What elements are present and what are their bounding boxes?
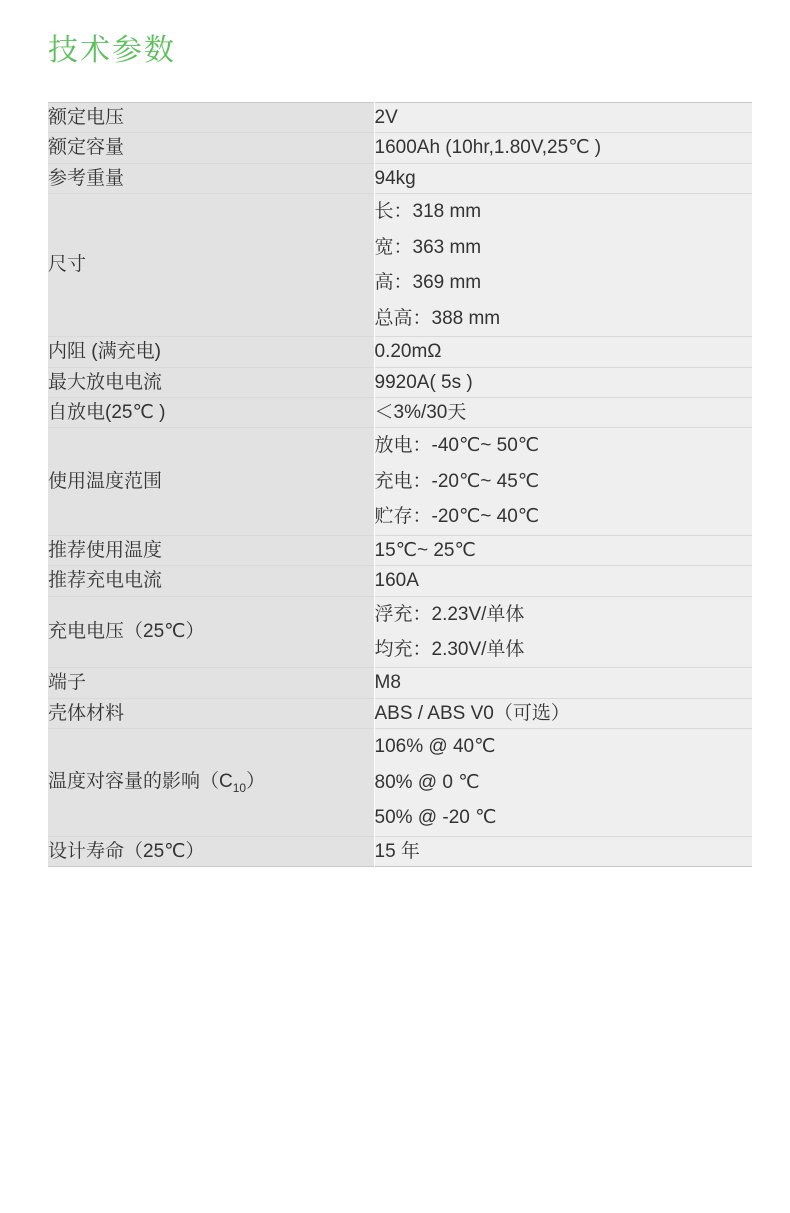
spec-value-group bbox=[374, 596, 752, 668]
spec-value: 均充：2.30V/单体 bbox=[374, 639, 525, 660]
spec-value-group bbox=[374, 194, 752, 337]
spec-value: 9920A( 5s ) bbox=[374, 367, 752, 397]
spec-label: 端子 bbox=[48, 668, 374, 698]
spec-value: ＜3%/30天 bbox=[374, 397, 752, 427]
spec-value: 2V bbox=[374, 103, 752, 133]
spec-label: 内阻 (满充电) bbox=[48, 337, 374, 367]
spec-value: 长：318 mm bbox=[374, 201, 482, 223]
table-row bbox=[48, 566, 752, 596]
spec-value: 贮存：-20℃~ 40℃ bbox=[374, 506, 540, 528]
spec-value: 宽：363 mm bbox=[374, 236, 482, 258]
spec-value-group bbox=[374, 428, 752, 535]
page-title: 技术参数 bbox=[48, 34, 176, 67]
table-row bbox=[48, 397, 752, 427]
spec-value: 浮充：2.23V/单体 bbox=[374, 603, 525, 625]
spec-value: 50% @ -20 ℃ bbox=[374, 807, 497, 829]
spec-value: 放电：-40℃~ 50℃ bbox=[374, 435, 540, 457]
spec-label-main: 温度对容量的影响（C bbox=[48, 771, 233, 793]
table-row bbox=[48, 535, 752, 565]
spec-label: 设计寿命（25℃） bbox=[48, 836, 374, 866]
spec-value: 高：369 mm bbox=[374, 272, 482, 294]
spec-label: 自放电(25℃ ) bbox=[48, 397, 374, 427]
table-row bbox=[48, 428, 752, 535]
spec-value: 0.20mΩ bbox=[374, 337, 752, 367]
table-row bbox=[48, 668, 752, 698]
table-row bbox=[48, 194, 752, 337]
table-row bbox=[48, 836, 752, 866]
table-row bbox=[48, 698, 752, 728]
spec-label: 使用温度范围 bbox=[48, 428, 374, 535]
table-row bbox=[48, 103, 752, 133]
spec-value: 15℃~ 25℃ bbox=[374, 535, 752, 565]
table-row bbox=[48, 337, 752, 367]
spec-value: M8 bbox=[374, 668, 752, 698]
spec-label: 推荐使用温度 bbox=[48, 535, 374, 565]
spec-label: 壳体材料 bbox=[48, 698, 374, 728]
spec-value: ABS / ABS V0（可选） bbox=[374, 698, 752, 728]
spec-label: 参考重量 bbox=[48, 163, 374, 193]
table-row bbox=[48, 596, 752, 668]
spec-value: 80% @ 0 ℃ bbox=[374, 771, 480, 793]
spec-label: 尺寸 bbox=[48, 194, 374, 337]
spec-label bbox=[48, 729, 374, 836]
spec-value: 1600Ah (10hr,1.80V,25℃ ) bbox=[374, 133, 752, 163]
spec-value: 15 年 bbox=[374, 836, 752, 866]
table-row bbox=[48, 729, 752, 836]
spec-label: 额定容量 bbox=[48, 133, 374, 163]
spec-label-subscript: 10 bbox=[232, 781, 247, 796]
spec-value: 总高：388 mm bbox=[374, 307, 501, 329]
spec-value: 106% @ 40℃ bbox=[374, 736, 496, 758]
spec-table-container bbox=[0, 72, 790, 867]
spec-value: 充电：-20℃~ 45℃ bbox=[374, 470, 540, 492]
table-row bbox=[48, 367, 752, 397]
spec-label: 最大放电电流 bbox=[48, 367, 374, 397]
table-row bbox=[48, 163, 752, 193]
spec-value-group bbox=[374, 729, 752, 836]
spec-value: 160A bbox=[374, 566, 752, 596]
spec-label: 充电电压（25℃） bbox=[48, 596, 374, 668]
spec-label-tail: ） bbox=[246, 771, 266, 793]
spec-value: 94kg bbox=[374, 163, 752, 193]
spec-label: 推荐充电电流 bbox=[48, 566, 374, 596]
technical-specs-table bbox=[48, 102, 752, 867]
table-row bbox=[48, 133, 752, 163]
spec-label: 额定电压 bbox=[48, 103, 374, 133]
